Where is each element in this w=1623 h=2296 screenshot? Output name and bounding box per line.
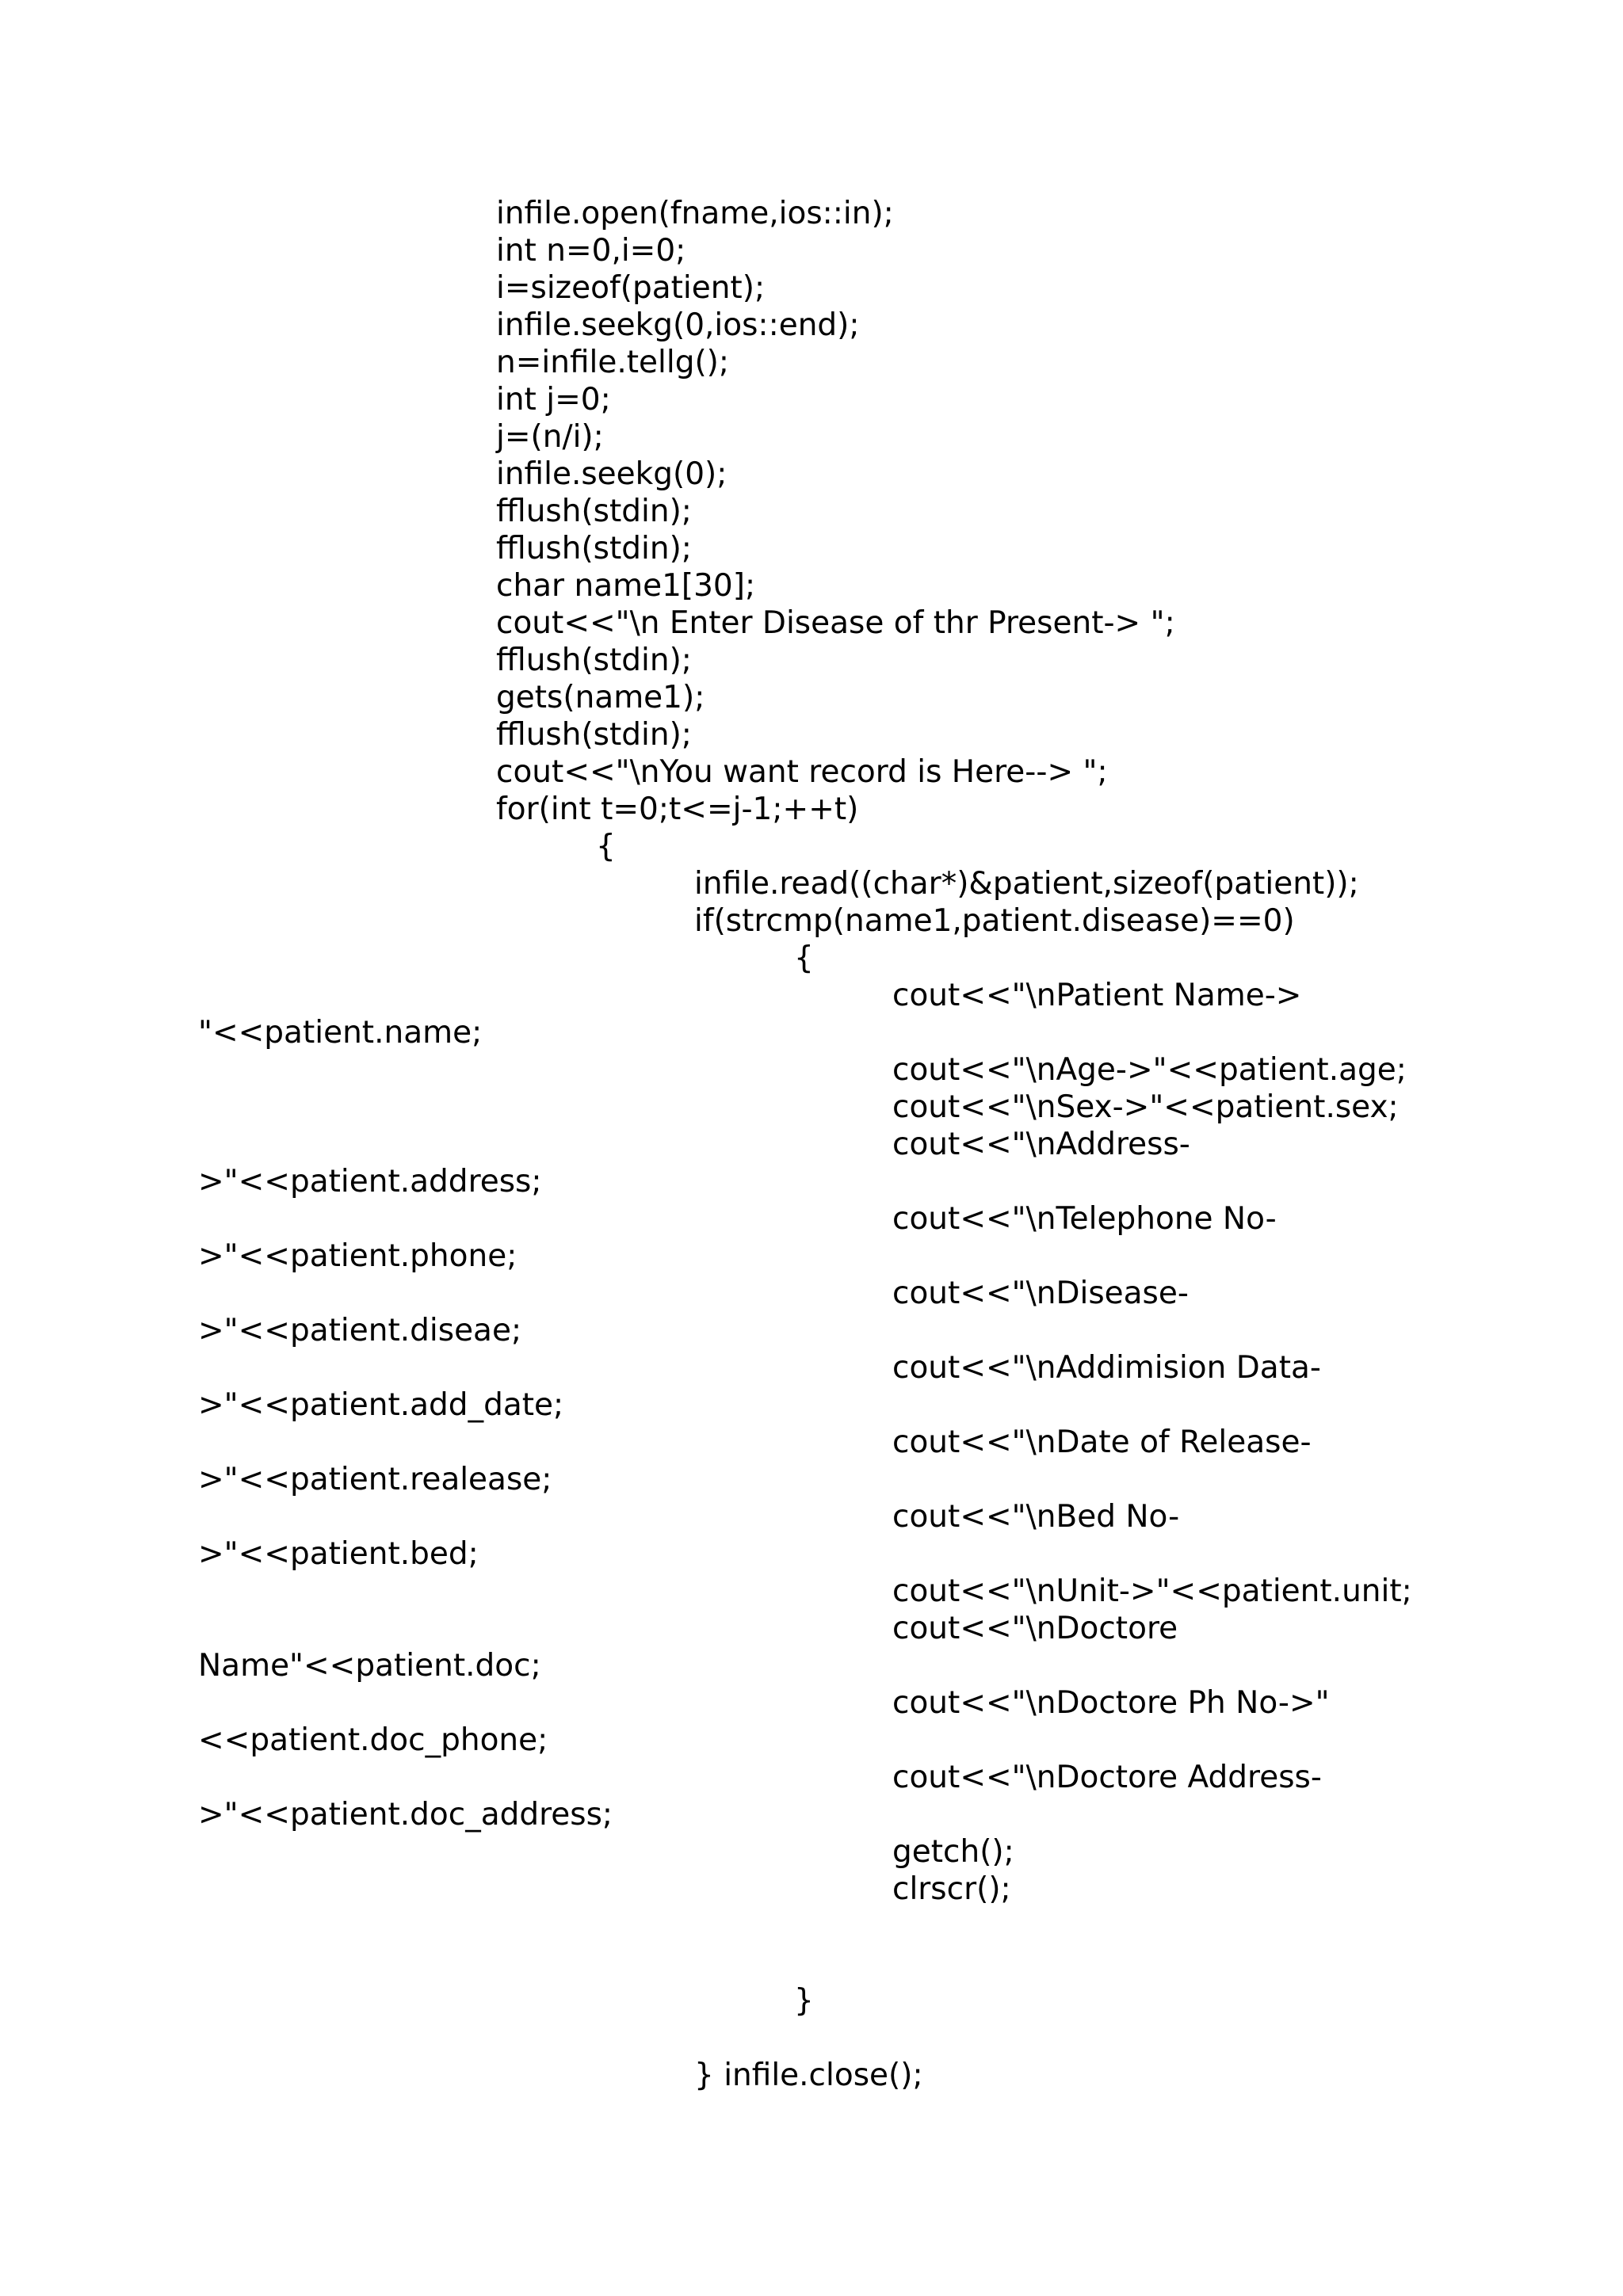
code-line: >"<<patient.doc_address;: [198, 1797, 613, 1833]
code-line: cout<<"\nAddress-: [892, 1127, 1190, 1162]
code-line: int n=0,i=0;: [496, 233, 686, 269]
code-line: cout<<"\nAge->"<<patient.age;: [892, 1052, 1407, 1088]
code-line: n=infile.tellg();: [496, 345, 730, 380]
code-line: >"<<patient.bed;: [198, 1536, 479, 1572]
code-line: {: [794, 940, 814, 976]
code-line: "<<patient.name;: [198, 1015, 483, 1051]
code-line: cout<<"\nDoctore Address-: [892, 1760, 1322, 1795]
code-line: infile.open(fname,ios::in);: [496, 196, 894, 231]
code-line: cout<<"\nDate of Release-: [892, 1425, 1312, 1460]
code-line: }: [794, 1983, 814, 2019]
code-line: >"<<patient.address;: [198, 1164, 542, 1199]
code-line: getch();: [892, 1834, 1014, 1870]
code-line: cout<<"\nYou want record is Here--> ";: [496, 754, 1108, 790]
code-line: >"<<patient.realease;: [198, 1462, 552, 1497]
code-line: gets(name1);: [496, 680, 705, 715]
code-line: } infile.close();: [694, 2058, 923, 2093]
code-line: fflush(stdin);: [496, 643, 692, 678]
code-line: >"<<patient.diseae;: [198, 1313, 522, 1348]
code-line: >"<<patient.add_date;: [198, 1387, 564, 1423]
code-line: infile.read((char*)&patient,sizeof(patient));: [694, 866, 1359, 902]
code-line: for(int t=0;t<=j-1;++t): [496, 791, 859, 827]
code-line: clrscr();: [892, 1871, 1011, 1907]
code-line: >"<<patient.phone;: [198, 1238, 517, 1274]
code-line: {: [596, 829, 616, 864]
code-line: infile.seekg(0,ios::end);: [496, 307, 860, 343]
code-line: j=(n/i);: [496, 419, 604, 455]
code-line: if(strcmp(name1,patient.disease)==0): [694, 903, 1295, 939]
code-line: i=sizeof(patient);: [496, 270, 766, 306]
code-line: cout<<"\nBed No-: [892, 1499, 1180, 1535]
code-line: cout<<"\nTelephone No-: [892, 1201, 1277, 1237]
code-line: cout<<"\nSex->"<<patient.sex;: [892, 1089, 1399, 1125]
code-line: fflush(stdin);: [496, 531, 692, 566]
code-line: cout<<"\nDoctore Ph No->": [892, 1685, 1330, 1721]
code-line: <<patient.doc_phone;: [198, 1722, 548, 1758]
code-line: Name"<<patient.doc;: [198, 1648, 541, 1684]
code-line: cout<<"\nPatient Name->: [892, 978, 1302, 1013]
code-line: char name1[30];: [496, 568, 756, 604]
code-line: fflush(stdin);: [496, 717, 692, 753]
code-line: cout<<"\n Enter Disease of thr Present-> ";: [496, 605, 1175, 641]
code-line: cout<<"\nUnit->"<<patient.unit;: [892, 1573, 1412, 1609]
code-line: infile.seekg(0);: [496, 456, 727, 492]
code-line: cout<<"\nAddimision Data-: [892, 1350, 1321, 1386]
code-line: fflush(stdin);: [496, 494, 692, 529]
code-line: int j=0;: [496, 382, 611, 418]
code-line: cout<<"\nDoctore: [892, 1611, 1178, 1646]
code-line: cout<<"\nDisease-: [892, 1276, 1189, 1311]
